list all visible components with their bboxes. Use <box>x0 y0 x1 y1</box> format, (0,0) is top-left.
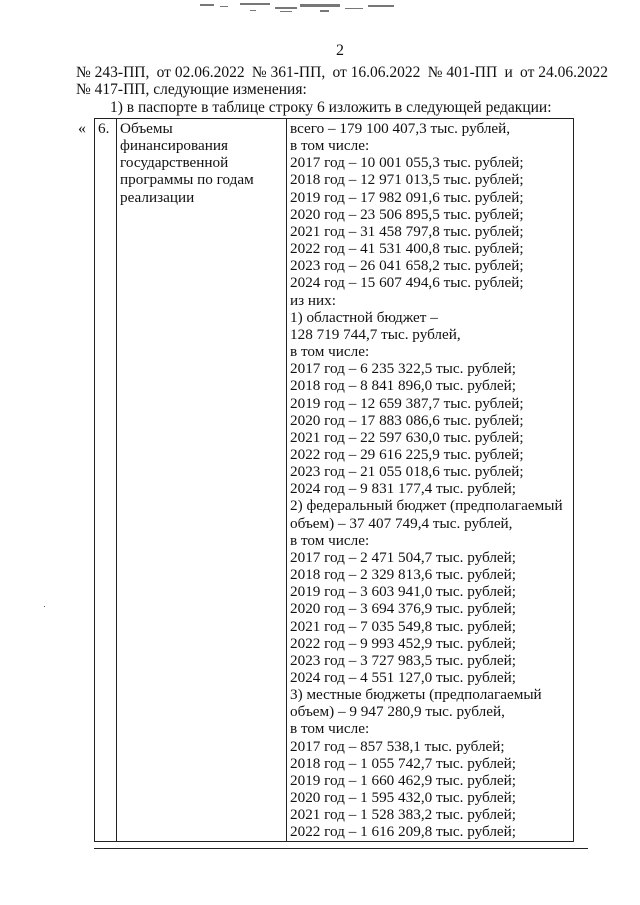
funding-line: 2022 год – 29 616 225,9 тыс. рублей; <box>290 445 524 463</box>
funding-line: 3) местные бюджеты (предполагаемый <box>290 686 542 704</box>
intro-line-3: 1) в паспорте в таблице строку 6 изложить в следующей редакции: <box>110 99 552 116</box>
funding-line: 2019 год – 1 660 462,9 тыс. рублей; <box>290 771 517 789</box>
funding-line: 128 719 744,7 тыс. рублей, <box>290 325 461 343</box>
funding-line: 2020 год – 23 506 895,5 тыс. рублей; <box>290 205 524 223</box>
row-name-line: реализации <box>120 188 195 206</box>
funding-line: 2020 год – 3 694 376,9 тыс. рублей; <box>290 600 517 618</box>
funding-line: 2019 год – 12 659 387,7 тыс. рублей; <box>290 394 524 412</box>
scan-speck <box>44 606 45 607</box>
row-number: 6. <box>95 119 117 842</box>
funding-line: 2022 год – 9 993 452,9 тыс. рублей; <box>290 634 517 652</box>
row-name-line: государственной <box>120 154 229 172</box>
intro-part: от 16.06.2022 <box>332 64 421 81</box>
intro-part: № 243-ПП, <box>76 64 150 81</box>
funding-line: 2022 год – 41 531 400,8 тыс. рублей; <box>290 240 524 258</box>
funding-line: 2017 год – 6 235 322,5 тыс. рублей; <box>290 360 517 378</box>
funding-line: в том числе: <box>290 137 370 155</box>
funding-line: 2018 год – 8 841 896,0 тыс. рублей; <box>290 377 517 395</box>
intro-part: № 361-ПП, <box>251 64 326 81</box>
table-row <box>95 119 574 842</box>
intro-line-1 <box>76 64 608 82</box>
funding-line: 2018 год – 12 971 013,5 тыс. рублей; <box>290 171 524 189</box>
funding-line: 1) областной бюджет – <box>290 308 438 326</box>
funding-line: 2024 год – 9 831 177,4 тыс. рублей; <box>290 480 517 498</box>
intro-line-2: № 417-ПП, следующие изменения: <box>76 81 307 98</box>
funding-line: 2017 год – 2 471 504,7 тыс. рублей; <box>290 548 517 566</box>
funding-line: 2017 год – 857 538,1 тыс. рублей; <box>290 737 505 755</box>
row-name-line: программы по годам <box>120 171 254 189</box>
funding-line: 2018 год – 1 055 742,7 тыс. рублей; <box>290 754 517 772</box>
row-name-line: финансирования <box>120 137 228 155</box>
row-name-line: Объемы <box>120 120 173 137</box>
funding-line: 2023 год – 21 055 018,6 тыс. рублей; <box>290 463 524 481</box>
funding-line: 2021 год – 31 458 797,8 тыс. рублей; <box>290 222 524 240</box>
funding-line: объем) – 9 947 280,9 тыс. рублей, <box>290 703 505 721</box>
funding-line: 2) федеральный бюджет (предполагаемый <box>290 497 563 515</box>
funding-line: 2024 год – 15 607 494,6 тыс. рублей; <box>290 274 524 292</box>
intro-part: от 02.06.2022 <box>156 64 245 81</box>
funding-line: 2021 год – 22 597 630,0 тыс. рублей; <box>290 428 524 446</box>
scan-noise <box>180 2 430 16</box>
funding-line: 2017 год – 10 001 055,3 тыс. рублей; <box>290 154 524 172</box>
funding-line: 2021 год – 7 035 549,8 тыс. рублей; <box>290 617 517 635</box>
funding-line: в том числе: <box>290 720 370 738</box>
open-quote: « <box>78 120 86 137</box>
funding-line: 2022 год – 1 616 209,8 тыс. рублей; <box>290 823 517 841</box>
funding-line: 2020 год – 1 595 432,0 тыс. рублей; <box>290 789 517 807</box>
funding-line: 2024 год – 4 551 127,0 тыс. рублей; <box>290 669 517 686</box>
funding-line: 2021 год – 1 528 383,2 тыс. рублей; <box>290 806 517 824</box>
row-name-cell <box>117 119 287 842</box>
page-number: 2 <box>336 42 344 59</box>
funding-line: объем) – 37 407 749,4 тыс. рублей, <box>290 514 513 532</box>
funding-line: 2020 год – 17 883 086,6 тыс. рублей; <box>290 411 524 429</box>
funding-line: 2023 год – 3 727 983,5 тыс. рублей; <box>290 651 517 669</box>
intro-part: от 24.06.2022 <box>520 64 608 81</box>
intro-part: № 401-ПП <box>427 64 498 81</box>
funding-line: в том числе: <box>290 343 370 361</box>
row-values-cell <box>287 119 574 842</box>
funding-line: 2019 год – 3 603 941,0 тыс. рублей; <box>290 583 517 601</box>
passport-table <box>94 118 574 842</box>
funding-line: из них: <box>290 291 336 309</box>
funding-line: в том числе: <box>290 531 370 549</box>
funding-line: 2023 год – 26 041 658,2 тыс. рублей; <box>290 257 524 275</box>
funding-line: 2018 год – 2 329 813,6 тыс. рублей; <box>290 566 517 584</box>
intro-part: и <box>504 64 513 81</box>
funding-line: всего – 179 100 407,3 тыс. рублей, <box>290 120 511 137</box>
table-bottom-edge <box>94 848 588 849</box>
funding-line: 2019 год – 17 982 091,6 тыс. рублей; <box>290 188 524 206</box>
